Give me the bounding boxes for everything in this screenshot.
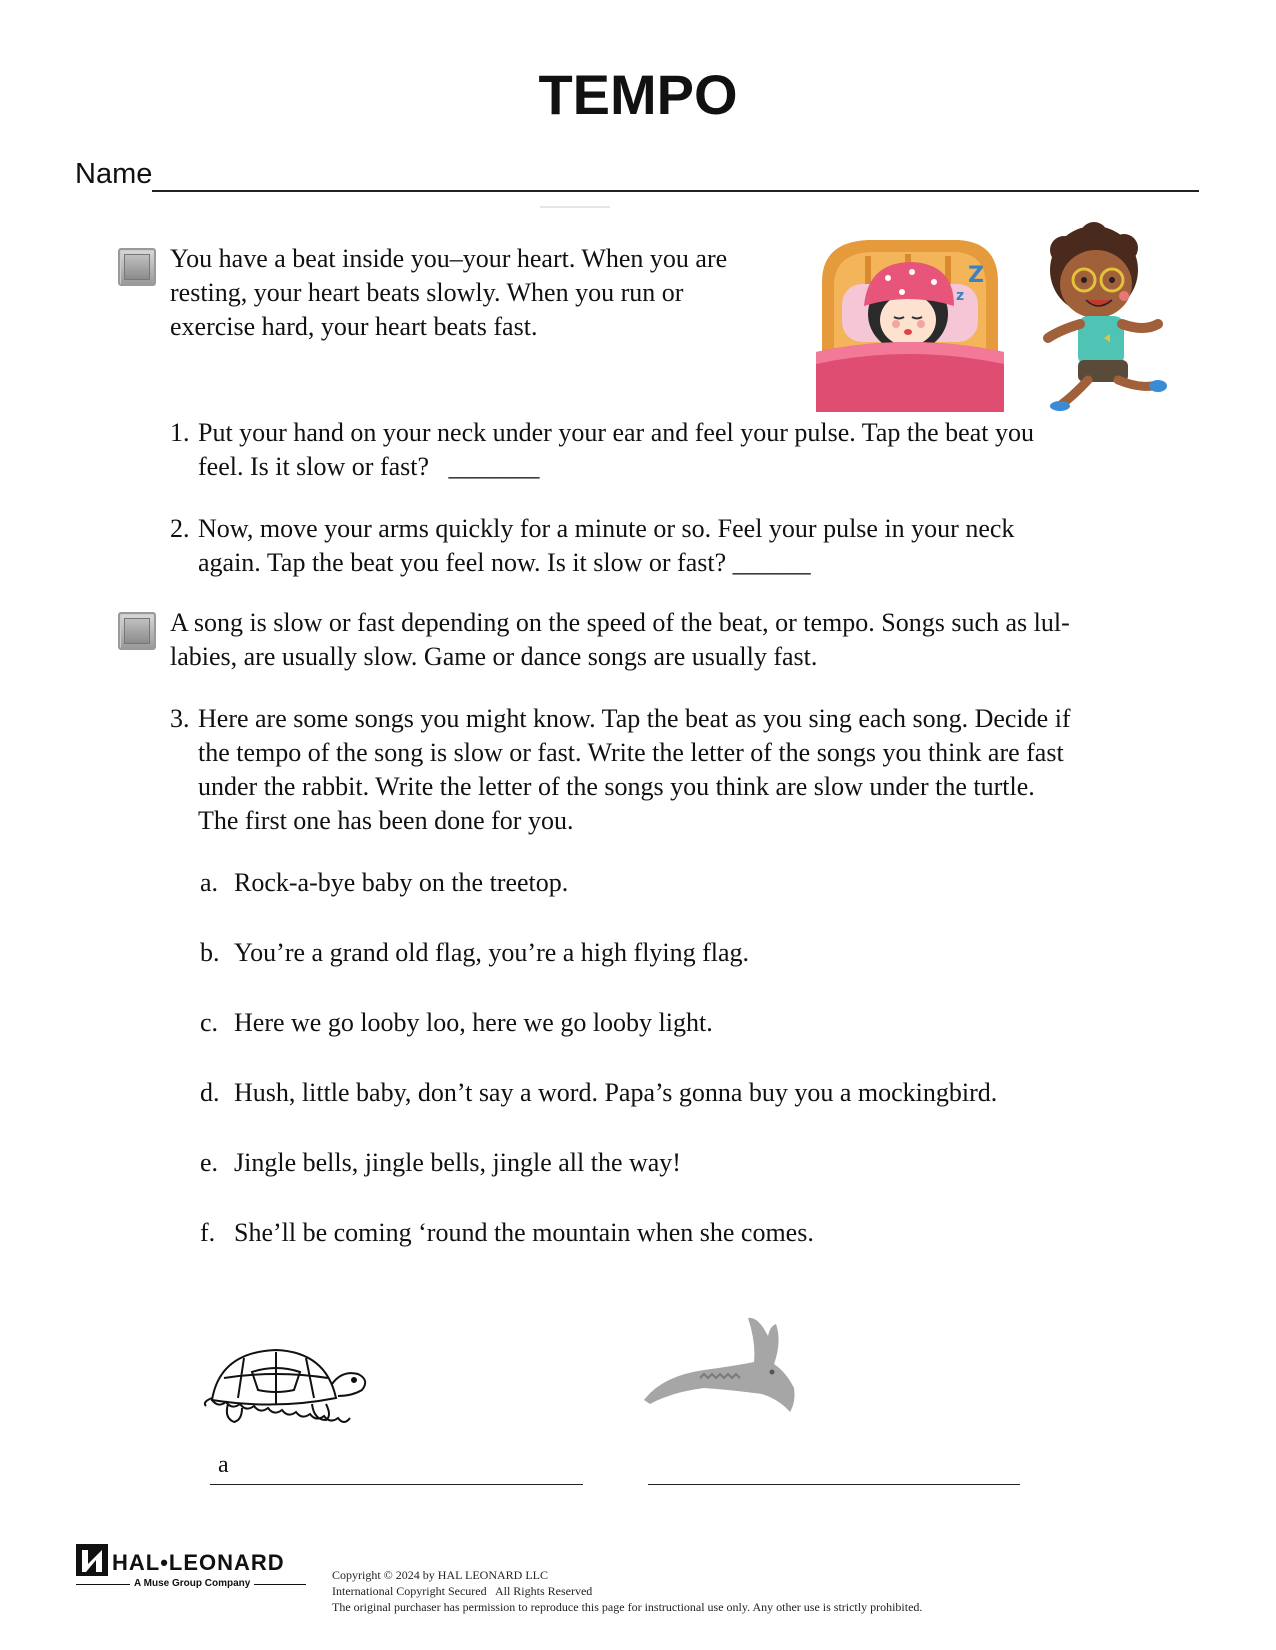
svg-text:Z: Z xyxy=(968,263,984,288)
section2-line: A song is slow or fast depending on the speed of the beat, or tempo. Songs such as lul- xyxy=(170,608,1070,637)
name-label: Name xyxy=(75,158,153,190)
intro-paragraph xyxy=(170,242,790,344)
copyright-line: International Copyright Secured All Rights Reserved xyxy=(332,1584,593,1598)
divider xyxy=(540,206,610,208)
song-item: Jingle bells, jingle bells, jingle all the way! xyxy=(234,1148,681,1177)
logo-mark-icon xyxy=(76,1544,108,1576)
question-line: feel. Is it slow or fast? _______ xyxy=(198,452,540,481)
turtle-answer-text: a xyxy=(218,1452,229,1478)
song-letter: d. xyxy=(200,1078,220,1107)
question-line: The first one has been done for you. xyxy=(198,806,574,835)
song-letter: c. xyxy=(200,1008,219,1037)
song-letter: e. xyxy=(200,1148,219,1177)
intro-line: resting, your heart beats slowly. When you run or xyxy=(170,278,684,307)
song-letter: a. xyxy=(200,868,219,897)
question-line: under the rabbit. Write the letter of the songs you think are slow under the turtle. xyxy=(198,772,1035,801)
song-letter: b. xyxy=(200,938,220,967)
song-letter: f. xyxy=(200,1218,216,1247)
hal-leonard-logo xyxy=(76,1544,306,1592)
song-item: She’ll be coming ‘round the mountain when she comes. xyxy=(234,1218,814,1247)
running-boy-illustration xyxy=(1034,220,1184,412)
question-line: the tempo of the song is slow or fast. Write the letter of the songs you think are fast xyxy=(198,738,1064,767)
copyright-line: Copyright © 2024 by HAL LEONARD LLC xyxy=(332,1568,548,1582)
question-line: Here are some songs you might know. Tap the beat as you sing each song. Decide if xyxy=(198,704,1071,733)
copyright-line: The original purchaser has permission to reproduce this page for instructional use only. Any other use is strictly prohibited. xyxy=(332,1600,923,1614)
song-item: You’re a grand old flag, you’re a high flying flag. xyxy=(234,938,750,967)
rabbit-illustration xyxy=(644,1312,800,1416)
song-item: Hush, little baby, don’t say a word. Papa’s gonna buy you a mockingbird. xyxy=(234,1078,998,1107)
section2-line: labies, are usually slow. Game or dance songs are usually fast. xyxy=(170,642,818,671)
intro-line: You have a beat inside you–your heart. When you are xyxy=(170,244,728,273)
logo-text: HAL•LEONARD xyxy=(112,1550,285,1575)
question-3 xyxy=(198,702,1208,838)
question-number: 1. xyxy=(170,418,190,447)
question-line: Now, move your arms quickly for a minute or so. Feel your pulse in your neck xyxy=(198,514,1015,543)
checkbox-icon[interactable] xyxy=(118,248,156,286)
copyright-notice xyxy=(332,1567,922,1615)
name-field[interactable] xyxy=(152,190,1199,192)
song-item: Rock-a-bye baby on the treetop. xyxy=(234,868,569,897)
question-1 xyxy=(198,416,1198,484)
song-item: Here we go looby loo, here we go looby light. xyxy=(234,1008,713,1037)
question-number: 3. xyxy=(170,704,190,733)
question-2 xyxy=(198,512,1198,580)
svg-text:z: z xyxy=(956,288,965,304)
turtle-answer-line[interactable] xyxy=(210,1484,583,1485)
checkbox-icon[interactable] xyxy=(118,612,156,650)
sleeping-girl-illustration xyxy=(808,222,1012,412)
turtle-illustration xyxy=(202,1344,370,1430)
question-line: again. Tap the beat you feel now. Is it slow or fast? ______ xyxy=(198,548,811,577)
logo-subtitle: A Muse Group Company xyxy=(130,1578,254,1589)
question-number: 2. xyxy=(170,514,190,543)
page-title: TEMPO xyxy=(538,63,738,126)
rabbit-answer-line[interactable] xyxy=(648,1484,1020,1485)
section2-paragraph xyxy=(170,606,1200,674)
intro-line: exercise hard, your heart beats fast. xyxy=(170,312,538,341)
question-line: Put your hand on your neck under your ear and feel your pulse. Tap the beat you xyxy=(198,418,1034,447)
